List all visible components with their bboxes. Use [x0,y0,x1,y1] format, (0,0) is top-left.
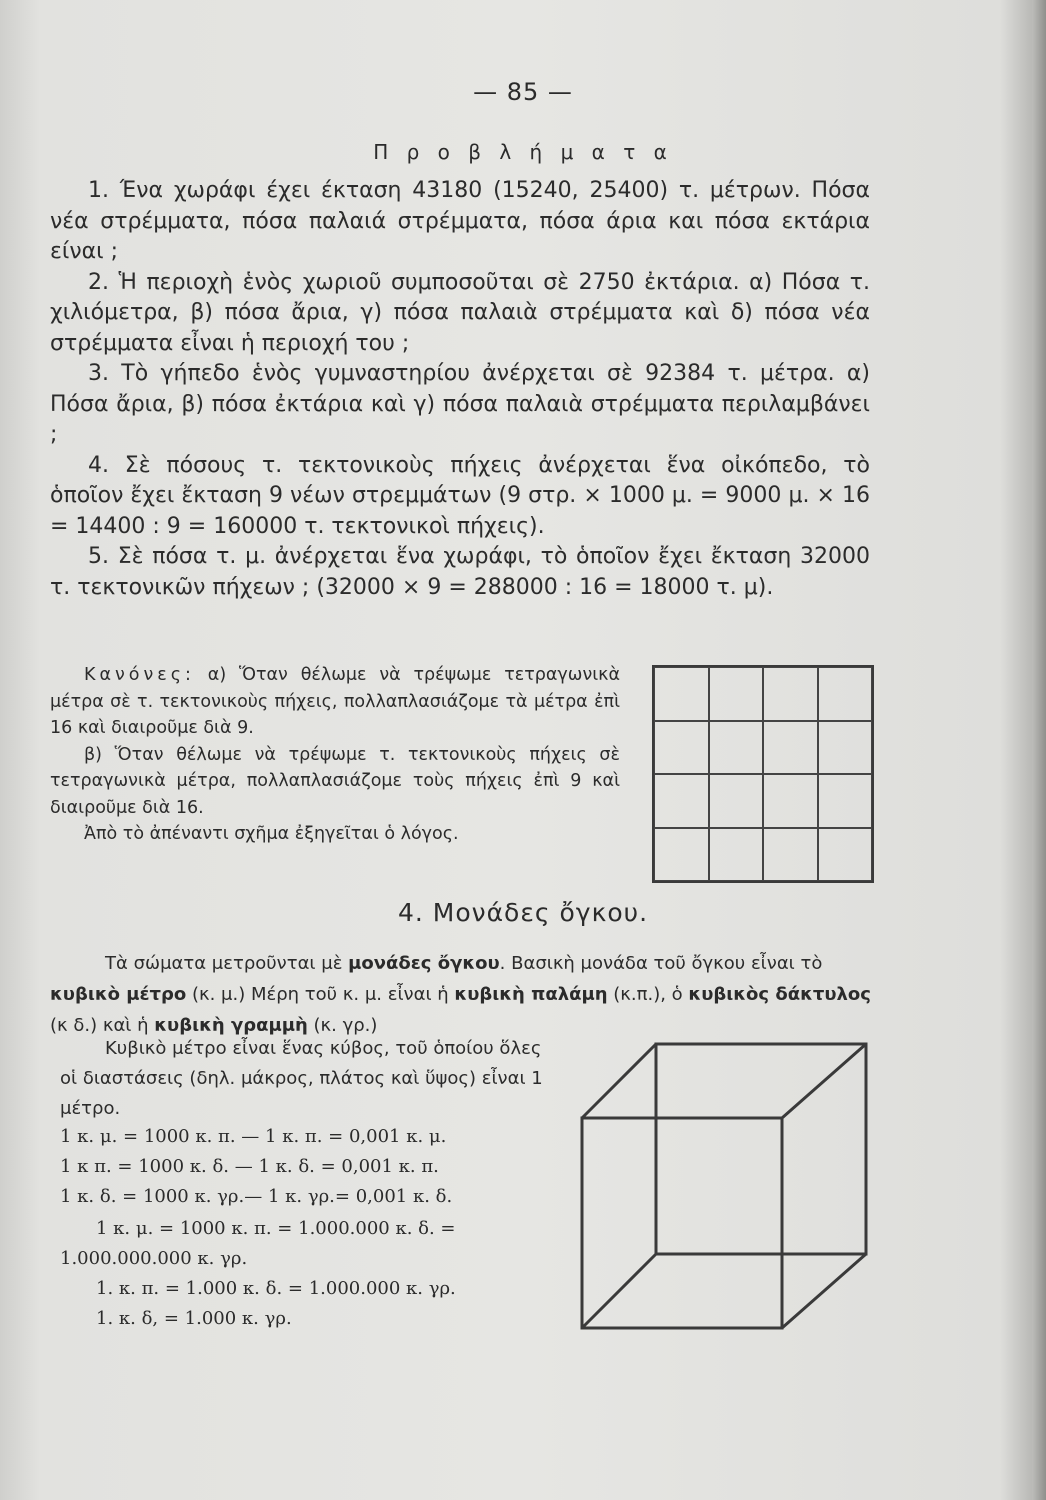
problems-heading: Π ρ ο β λ ή μ α τ α [373,140,673,164]
equation-1: 1 κ. μ. = 1000 κ. π. — 1 κ. π. = 0,001 κ. μ. [60,1126,447,1147]
equation-6: 1. κ. π. = 1.000 κ. δ. = 1.000.000 κ. γρ. [96,1278,456,1299]
cube-description: Κυβικὸ μέτρο εἶναι ἕνας κύβος, τοῦ ὁποίου ὅλες οἱ διαστάσεις (δηλ. μάκρος, πλάτος καὶ ὕψος) εἶναι 1 μέτρο. [60,1038,543,1119]
equations-block [60,1122,560,1212]
rule-a: Κανόνες: α) Ὅταν θέλωμε νὰ τρέψωμε τετραγωνικὰ μέτρα σὲ τ. τεκτονικοὺς πήχεις, πολλαπλασιάζομε τὰ μέτρα ἐπὶ 16 καὶ διαιροῦμε διὰ 9. [50,665,620,738]
page-number: — 85 — [473,78,573,106]
rule-b: β) Ὅταν θέλωμε νὰ τρέψωμε τ. τεκτονικοὺς πήχεις σὲ τετραγωνικὰ μέτρα, πολλαπλασιάζομε τοὺς πήχεις ἐπὶ 9 καὶ διαιροῦμε διὰ 16. [50,744,620,818]
rules-label: Κανόνες: [84,665,195,685]
problem-4: 4. Σὲ πόσους τ. τεκτονικοὺς πήχεις ἀνέρχεται ἕνα οἰκόπεδο, τὸ ὁποῖον ἔχει ἔκταση 9 νέων στρεμμάτων (9 στρ. × 1000 μ. = 9000 μ. × 16 = 14400 : 9 = 160000 τ. τεκτονικοὶ πήχεις). [50,452,870,539]
equation-3: 1 κ. δ. = 1000 κ. γρ.— 1 κ. γρ.= 0,001 κ. δ. [60,1186,453,1207]
cube-figure [578,1032,878,1337]
equation-2: 1 κ π. = 1000 κ. δ. — 1 κ. δ. = 0,001 κ. π. [60,1156,439,1177]
problem-1: 1. Ένα χωράφι έχει έκταση 43180 (15240, 25400) τ. μέτρων. Πόσα νέα στρέμματα, πόσα παλαιά στρέμματα, πόσα άρια και πόσα εκτάρια είναι ; [50,178,870,264]
equations-block-2 [60,1214,560,1334]
equation-4: 1 κ. μ. = 1000 κ. π. = 1.000.000 κ. δ. = [96,1218,456,1239]
problems-list [50,176,870,603]
problem-2: 2. Ἡ περιοχὴ ἑνὸς χωριοῦ συμποσοῦται σὲ 2750 ἐκτάρια. α) Πόσα τ. χιλιόμετρα, β) πόσα ἄρια, γ) πόσα παλαιὰ στρέμματα καὶ δ) πόσα νέα στρέμματα εἶναι ἡ περιοχή του ; [50,269,870,356]
equation-7: 1. κ. δ, = 1.000 κ. γρ. [96,1308,292,1329]
section-title: 4. Μονάδες ὄγκου. [397,898,649,927]
rules-block [50,662,620,848]
rule-c: Ἀπὸ τὸ ἀπέναντι σχῆμα ἐξηγεῖται ὁ λόγος. [84,824,459,844]
problem-5: 5. Σὲ πόσα τ. μ. ἀνέρχεται ἕνα χωράφι, τὸ ὁποῖον ἔχει ἔκταση 32000 τ. τεκτονικῶν πήχεων ; (32000 × 9 = 288000 : 16 = 18000 τ. μ). [50,544,870,600]
equation-5: 1.000.000.000 κ. γρ. [60,1248,248,1269]
page-edge [1032,0,1046,1500]
volume-intro: Τὰ σώματα μετροῦνται μὲ μονάδες ὄγκου. Βασικὴ μονάδα τοῦ ὄγκου εἶναι τὸ κυβικὸ μέτρο (κ. μ.) Μέρη τοῦ κ. μ. εἶναι ἡ κυβικὴ παλάμη (κ.π.), ὁ κυβικὸς δάκτυλος (κ δ.) καὶ ἡ κυβικὴ γραμμὴ (κ. γρ.) [50,953,871,1036]
square-grid-figure [652,665,874,883]
problem-3: 3. Τὸ γήπεδο ἑνὸς γυμναστηρίου ἀνέρχεται σὲ 92384 τ. μέτρα. α) Πόσα ἄρια, β) πόσα ἐκτάρια καὶ γ) πόσα παλαιὰ στρέμματα περιλαμβάνει ; [50,361,870,447]
